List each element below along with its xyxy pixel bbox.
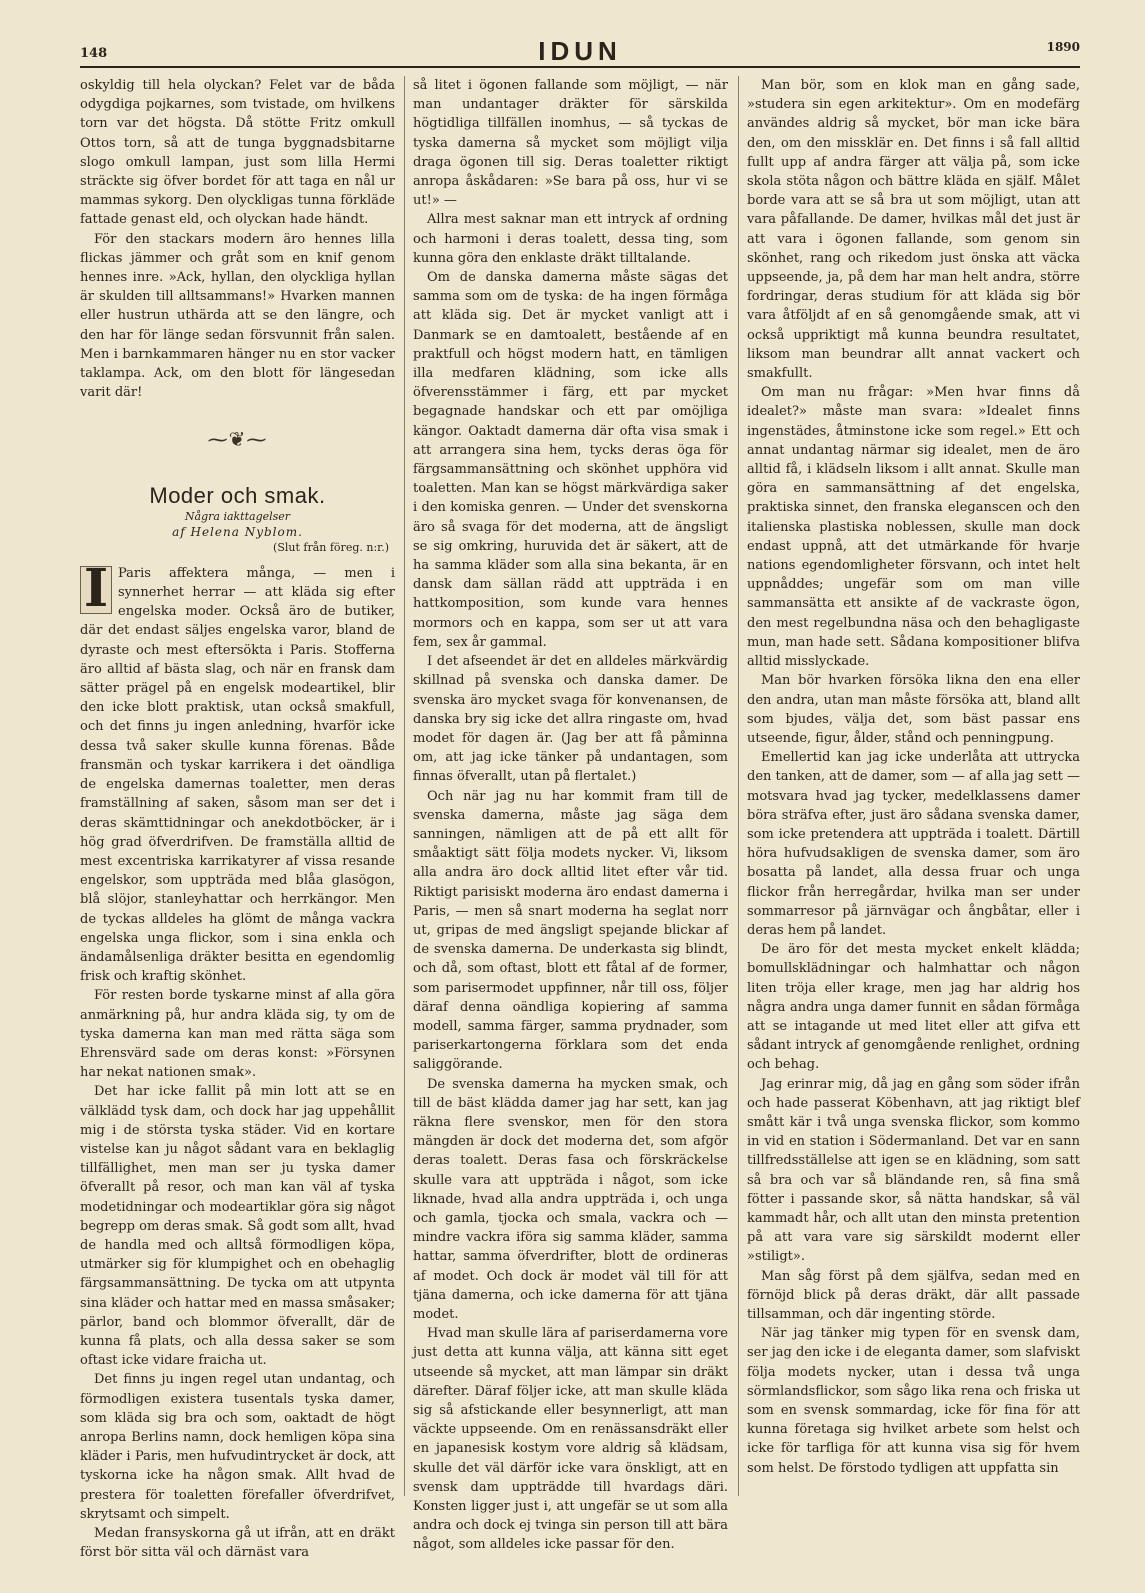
continued-note: (Slut från föreg. n:r.) [273,540,389,554]
paragraph: Man bör hvarken försöka likna den ena eller den andra, utan man måste försöka att, bland allt som bjudes, välja det, som bäst passar ens utseende, figur, ålder, stånd och penningpung. [747,673,1080,746]
article-first-paragraph [80,557,395,986]
paragraph: För resten borde tyskarne minst af alla göra anmärkning på, hur andra kläda sig, ty om de tyska damerna kan man med rätta säga som Ehrensvärd sade om deras konst: »Försynen har nekat nationen smak». [80,988,395,1081]
masthead-title: IDUN [538,36,622,66]
article-byline: af Helena Nyblom. [172,524,303,539]
paragraph: För den stackars modern äro hennes lilla flickas jämmer och gråt som en knif genom hennes inre. »Ack, hyllan, den olyckliga hyllan är skulden till alltsammans!» Hvarken mannen eller hustrun uthärda att se den längre, och den har för länge sedan försvunnit från salen. Men i barnkammaren hänger nu en stor vacker taklampa. Ack, om den blott för längesedan varit där! [80,231,395,401]
ornament-divider: ⁓❦⁓ [207,427,268,452]
paragraph: Det finns ju ingen regel utan undantag, och förmodligen existera tusentals tyska damer, som kläda sig bra och som, oaktadt de högt anropa Berlins namn, dock hemligen köpa sina kläder i Paris, men hufvudintrycket är dock, att tyskorna icke ha någon smak. Allt hvad de prestera för toaletten förefaller öfverdrifvet, skrytsamt och simpelt. [80,1372,395,1522]
paragraph: Jag erinrar mig, då jag en gång som söder ifrån och hade passerat Köbenhavn, att jag riktigt blef smått kär i två unga svenska flickor, som kommo in vid en station i Södermanland. Det var en sann tillfredsställelse att igen se en klädning, som satt så bra och var så bländande ren, så fina små fötter i passande skor, så nätta handskar, så väl kammadt hår, och allt utan den minsta pretention på att vara vare sig särskildt modernt eller »stiligt». [747,1076,1080,1265]
issue-year: 1890 [1046,40,1080,54]
paragraph: Och när jag nu har kommit fram till de svenska damerna, måste jag säga dem sanningen, nämligen att de på ett allt för småaktigt sätt följa modets nycker. Vi, liksom alla andra äro dock alltid litet efter vår tid. Riktigt parisiskt moderna äro endast damerna i Paris, — men så snart moderna ha seglat norr ut, gripas de med ängsligt spejande blickar af de svenska damerna. De underkasta sig blindt, och då, som oftast, blott ett fåtal af de former, som parisermodet uppfinner, når till oss, följer däraf denna oändliga kopiering af samma modell, samma färger, samma prydnader, som pariserkartongerna förklara som det enda saliggörande. [413,788,728,1073]
paragraph: så litet i ögonen fallande som möjligt, — när man undantager dräkter för särskilda högtidliga tillfällen inomhus, — så tyckas de tyska damerna så mycket som möjligt vilja draga ögonen till sig. Deras toaletter riktigt anropa åskådaren: »Se bara på oss, hur vi se ut!» — [413,78,728,209]
paragraph: Man bör, som en klok man en gång sade, »studera sin egen arkitektur». Om en modefärg användes aldrig så mycket, bör man icke bära den, om den missklär en. Det finns i så fall alltid fullt upp af andra färger att välja på, som icke skola stöta någon och bättre kläda en själf. Målet borde vara att se så bra ut som möjligt, utan att vara påfallande. De damer, hvilkas mål det just är att vara i ögonen fallande, som genom sin skönhet, rang och rikedom just önska att väcka uppseende, ja, på dem har man helt andra, större fordringar, deras studium för att kläda sig bör vara åtföljdt af en så genomgående smak, att vi också uppriktigt må kunna beundra resultatet, liksom man beundrar allt annat vackert och smakfullt. [747,78,1080,382]
paragraph: De svenska damerna ha mycken smak, och till de bäst klädda damer jag har sett, kan jag räkna flere svenskor, men för den stora mängden är dock det moderna det, som afgör deras toalett. Deras fasa och förskräckelse skulle vara att uppträda i något, som icke liknade, hvad alla andra uppträda i, och unga och gamla, tjocka och smala, vackra och — mindre vackra iföra sig samma kläder, samma hattar, samma öfverdrifter, blott de ordineras af modet. Och dock är modet väl till för att tjäna damerna, och icke damerna för att tjäna modet. [413,1076,728,1322]
column-divider [404,76,405,1496]
page-header [80,36,1080,66]
paragraph-text: Paris affektera många, — men i synnerhet herrar — att kläda sig efter engelska moder. Också äro de butiker, där det endast säljes engelska varor, bland de dyraste och mest eftersökta i Paris. Stofferna äro alltid af bästa slag, och när en fransk dam sätter prägel på en engelsk modeartikel, blir den icke blott praktisk, utan också smakfull, och det finns ju ingen anledning, hvarför icke dessa två saker skulle kunna förenas. Både fransmän och tyskar karrikera i det oändliga de engelska damernas toaletter, men deras framställning af saken, såsom man ser det i deras skämttidningar och anekdotböcker, är i hög grad öfverdrifven. De framställa alltid de mest excentriska karrikatyrer af vissa resande engelskor, som uppträda med blåa glasögon, blå slöjor, stanleyhattar och herrkängor. Men de tyckas alldeles ha glömt de många vackra engelska unga flickor, som i sina enkla och ändamålsenliga dräkter besitta en egendomlig frisk och kraftig skönhet. [80,565,395,985]
paragraph: oskyldig till hela olyckan? Felet var de båda odygdiga pojkarnes, som tvistade, om hvilkens torn var det högsta. Då stötte Fritz omkull Ottos torn, så att de tunga byggnadsbitarne slogo omkull lampan, just som lilla Hermi sträckte sig öfver bordet för att taga en nål ur mammas sykorg. Den olyckligas tunna förkläde fattade genast eld, och olyckan hade händt. [80,78,395,228]
paragraph: Man såg först på dem själfva, sedan med en förnöjd blick på deras dräkt, där allt passade tillsamman, och där ingenting störde. [747,1268,1080,1322]
paragraph: Medan fransyskorna gå ut ifrån, att en dräkt först bör sitta väl och därnäst vara [80,1526,395,1561]
paragraph: De äro för det mesta mycket enkelt klädda; bomullsklädningar och halmhattar och någon liten tröja eller krage, men jag har aldrig hos några andra unga damer funnit en sådan förmåga att se intagande ut med litet eller att gifva ett sådant intryck af genomgående renlighet, ordning och behag. [747,942,1080,1073]
header-rule [80,66,1080,68]
article-title: Moder och smak. [149,482,326,508]
paragraph: Det har icke fallit på min lott att se en välklädd tysk dam, och dock har jag uppehållit mig i de största tyska städer. Vid en kortare vistelse kan ju något sådant vara en beklaglig tillfällighet, men man ser ju tyska damer öfverallt på resor, och man kan väl af tyska modetidningar och modeartiklar göra sig något begrepp om deras smak. Så godt som allt, hvad de handla med och alltså förmodligen köpa, utmärker sig för klumpighet och en obehaglig färgsammansättning. De tycka om att utpynta sina kläder och hattar med en massa småsaker; pärlor, band och blommor öfverallt, där de kunna få plats, och alla dessa saker se som oftast icke vidare fraicha ut. [80,1084,395,1369]
page-number: 148 [80,46,108,61]
paragraph: Hvad man skulle lära af pariserdamerna vore just detta att kunna välja, att känna sitt eget utseende så mycket, att man lämpar sin dräkt därefter. Däraf följer icke, att man skulle kläda sig så afstickande eller besynnerligt, att man väckte uppseende. Om en renässansdräkt eller en japanesisk kostym vore aldrig så klädsam, skulle det väl därför icke vara önskligt, att en svensk dam uppträdde till hvardags däri. Konsten ligger just i, att ungefär se ut som alla andra och dock ej tvinga sin person till att bära något, som alldeles icke passar för den. [413,1326,728,1553]
paragraph: Emellertid kan jag icke underlåta att uttrycka den tanken, att de damer, som — af alla jag sett — motsvara hvad jag tycker, medelklassens damer böra sträfva efter, just äro sådana svenska damer, som icke pretendera att uppträda i toalett. Därtill höra hufvudsakligen de svenska damer, som äro bosatta på landet, alla dessa fruar och unga flickor från herregårdar, hvilka man ser under sommarresor på järnvägar och ångbåtar, eller i deras hem på landet. [747,750,1080,938]
drop-cap-letter: I [80,566,112,614]
paragraph: Allra mest saknar man ett intryck af ordning och harmoni i deras toalett, dessa ting, som kunna göra den enklaste dräkt tilltalande. [413,212,728,266]
column-3 [747,76,1080,1478]
paragraph: I det afseendet är det en alldeles märkvärdig skillnad på svenska och danska damer. De svenska äro mycket svaga för konvenansen, de danska bry sig icke det allra ringaste om, hvad modet för dagen är. (Jag ber att få påminna om, att jag icke tänker på undantagen, som finnas öfverallt, utan på flertalet.) [413,654,728,785]
column-1 [80,76,395,1562]
column-2 [413,76,728,1555]
article-subtitle: Några iakttagelser [184,509,291,523]
paragraph: Om man nu frågar: »Men hvar finns då idealet?» måste man svara: »Idealet finns ingenstädes, åtminstone icke som regel.» Ett och annat undantag närmar sig idealet, men de äro alltid få, i klädseln liksom i allt annat. Skulle man göra en sammansättning af det engelska, praktiska sinnet, den franska eleganscen och den italienska plastiska noblessen, skulle man dock endast uppnå, att det utmärkande för hvarje nations egendomligheter försvann, och intet helt uppnåddes; ungefär som om man ville sammansätta ett ansikte af de vackraste ögon, den mest regelbundna näsa och den behagligaste mun, man hade sett. Sådana kompositioner blifva alltid misslyckade. [747,385,1080,670]
paragraph: Om de danska damerna måste sägas det samma som om de tyska: de ha ingen förmåga att kläda sig. Det är mycket vanligt att i Danmark se en damtoalett, bestående af en praktfull och högst modern hatt, en tämligen illa medfaren klädning, som icke alls öfverensstämmer i färg, ett par mycket begagnade handskar och ett par omöjliga kängor. Oaktadt damerna där ofta visa smak i att arrangera sina hem, tycks deras öga för färgsammansättning och skönhet upphöra vid toaletten. Man kan se högst märkvärdiga saker i den komiska genren. — Under det svenskorna äro så svaga för det moderna, att de ängsligt se sig omkring, huruvida det är säkert, att de ha samma kläder som alla sina bekanta, är en dansk dam sällan rädd att uppträda i en hattkomposition, som kunde vara hennes mormors och en kappa, som ser ut att vara fem, sex år gammal. [413,270,728,650]
column-divider [738,76,739,1496]
paragraph: När jag tänker mig typen för en svensk dam, ser jag den icke i de eleganta damer, som slafviskt följa modets nycker, utan i dessa två unga sörmlandsflickor, som sågo lika rena och friska ut som en svensk sommardag, icke för fina för att kunna företaga sig hvilket arbete som helst och icke för tarfliga för att kunna visa sig för hvem som helst. De förstodo tydligen att uppfatta sin [747,1326,1080,1476]
